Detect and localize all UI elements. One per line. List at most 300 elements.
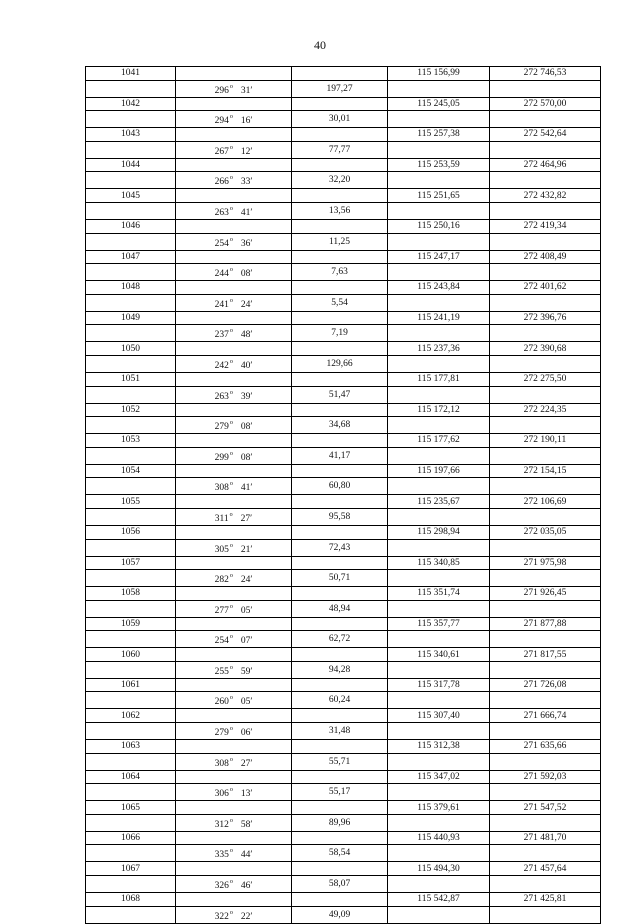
minute-symbol: ′ (250, 360, 253, 371)
bearing-minutes: 22 (240, 911, 251, 922)
empty-distance-cell (292, 464, 388, 478)
bearing-minutes: 24 (240, 575, 251, 586)
minute-symbol: ′ (250, 207, 253, 218)
distance-cell: 32,20 (292, 172, 388, 189)
x-coordinate-cell: 115 197,66 (388, 464, 490, 478)
empty-y-cell (490, 172, 601, 189)
distance-cell: 11,25 (292, 233, 388, 250)
empty-angle-cell (176, 128, 292, 142)
y-coordinate-cell: 271 457,64 (490, 862, 601, 876)
bearing-degrees: 312 (214, 819, 229, 830)
degree-symbol: o (229, 420, 233, 427)
empty-distance-cell (292, 342, 388, 356)
bearing-cell (176, 692, 292, 709)
x-coordinate-cell: 115 237,36 (388, 342, 490, 356)
empty-angle-cell (176, 556, 292, 570)
bearing-minutes: 27 (240, 758, 251, 769)
x-coordinate-cell: 115 347,02 (388, 770, 490, 784)
minute-symbol: ′ (250, 666, 253, 677)
bearing-degrees: 266 (214, 177, 229, 188)
x-coordinate-cell: 115 379,61 (388, 801, 490, 815)
distance-cell: 5,54 (292, 294, 388, 311)
empty-x-cell (388, 723, 490, 740)
bearing-cell (176, 478, 292, 495)
segment-row (86, 417, 601, 434)
point-row (86, 158, 601, 172)
bearing-cell (176, 141, 292, 158)
point-number-cell: 1052 (86, 403, 176, 417)
bearing-minutes: 41 (240, 483, 251, 494)
y-coordinate-cell: 272 390,68 (490, 342, 601, 356)
empty-point-cell (86, 539, 176, 556)
empty-y-cell (490, 355, 601, 372)
y-coordinate-cell: 271 481,70 (490, 831, 601, 845)
bearing-degrees: 267 (214, 146, 229, 157)
empty-distance-cell (292, 250, 388, 264)
empty-angle-cell (176, 372, 292, 386)
segment-row (86, 202, 601, 219)
minute-symbol: ′ (250, 177, 253, 188)
point-number-cell: 1045 (86, 189, 176, 203)
distance-cell: 31,48 (292, 723, 388, 740)
x-coordinate-cell: 115 298,94 (388, 525, 490, 539)
bearing-degrees: 254 (214, 238, 229, 249)
empty-x-cell (388, 508, 490, 525)
bearing-minutes: 48 (240, 330, 251, 341)
empty-angle-cell (176, 97, 292, 111)
degree-symbol: o (229, 144, 233, 151)
segment-row (86, 508, 601, 525)
bearing-minutes: 36 (240, 238, 251, 249)
distance-cell: 62,72 (292, 631, 388, 648)
bearing-cell (176, 570, 292, 587)
y-coordinate-cell: 272 419,34 (490, 219, 601, 233)
empty-distance-cell (292, 801, 388, 815)
segment-row (86, 386, 601, 403)
empty-x-cell (388, 111, 490, 128)
point-number-cell: 1061 (86, 678, 176, 692)
point-row (86, 403, 601, 417)
bearing-degrees: 260 (214, 697, 229, 708)
segment-row (86, 141, 601, 158)
distance-cell: 51,47 (292, 386, 388, 403)
point-row (86, 678, 601, 692)
degree-symbol: o (229, 481, 233, 488)
empty-distance-cell (292, 617, 388, 631)
point-number-cell: 1049 (86, 311, 176, 325)
empty-angle-cell (176, 158, 292, 172)
empty-x-cell (388, 417, 490, 434)
bearing-minutes: 41 (240, 207, 251, 218)
empty-distance-cell (292, 372, 388, 386)
point-row (86, 281, 601, 295)
y-coordinate-cell: 272 542,64 (490, 128, 601, 142)
x-coordinate-cell: 115 542,87 (388, 893, 490, 907)
degree-symbol: o (229, 726, 233, 733)
bearing-degrees: 241 (214, 299, 229, 310)
y-coordinate-cell: 271 547,52 (490, 801, 601, 815)
minute-symbol: ′ (250, 422, 253, 433)
bearing-cell (176, 661, 292, 678)
minute-symbol: ′ (250, 452, 253, 463)
empty-y-cell (490, 876, 601, 893)
segment-row (86, 325, 601, 342)
empty-distance-cell (292, 158, 388, 172)
empty-point-cell (86, 172, 176, 189)
bearing-degrees: 299 (214, 452, 229, 463)
empty-y-cell (490, 508, 601, 525)
y-coordinate-cell: 272 275,50 (490, 372, 601, 386)
x-coordinate-cell: 115 257,38 (388, 128, 490, 142)
degree-symbol: o (229, 695, 233, 702)
y-coordinate-cell: 271 726,08 (490, 678, 601, 692)
bearing-degrees: 279 (214, 422, 229, 433)
bearing-cell (176, 325, 292, 342)
empty-distance-cell (292, 587, 388, 601)
empty-distance-cell (292, 862, 388, 876)
distance-cell: 7,19 (292, 325, 388, 342)
segment-row (86, 111, 601, 128)
point-row (86, 709, 601, 723)
empty-y-cell (490, 202, 601, 219)
point-row (86, 434, 601, 448)
x-coordinate-cell: 115 312,38 (388, 740, 490, 754)
empty-point-cell (86, 661, 176, 678)
bearing-degrees: 282 (214, 575, 229, 586)
empty-y-cell (490, 417, 601, 434)
coordinates-table (85, 66, 601, 924)
x-coordinate-cell: 115 250,16 (388, 219, 490, 233)
point-number-cell: 1058 (86, 587, 176, 601)
minute-symbol: ′ (250, 605, 253, 616)
empty-angle-cell (176, 678, 292, 692)
bearing-degrees: 326 (214, 881, 229, 892)
point-number-cell: 1066 (86, 831, 176, 845)
point-number-cell: 1067 (86, 862, 176, 876)
distance-cell: 55,71 (292, 753, 388, 770)
empty-point-cell (86, 294, 176, 311)
bearing-minutes: 08 (240, 269, 251, 280)
empty-y-cell (490, 447, 601, 464)
empty-y-cell (490, 661, 601, 678)
empty-x-cell (388, 784, 490, 801)
empty-x-cell (388, 753, 490, 770)
x-coordinate-cell: 115 317,78 (388, 678, 490, 692)
degree-symbol: o (229, 267, 233, 274)
point-number-cell: 1057 (86, 556, 176, 570)
empty-point-cell (86, 478, 176, 495)
point-number-cell: 1043 (86, 128, 176, 142)
empty-point-cell (86, 355, 176, 372)
bearing-degrees: 308 (214, 483, 229, 494)
y-coordinate-cell: 272 570,00 (490, 97, 601, 111)
degree-symbol: o (229, 664, 233, 671)
bearing-cell (176, 111, 292, 128)
bearing-degrees: 311 (214, 513, 229, 524)
y-coordinate-cell: 272 746,53 (490, 67, 601, 81)
empty-angle-cell (176, 617, 292, 631)
y-coordinate-cell: 272 035,05 (490, 525, 601, 539)
empty-x-cell (388, 692, 490, 709)
empty-y-cell (490, 906, 601, 923)
degree-symbol: o (229, 511, 233, 518)
minute-symbol: ′ (250, 850, 253, 861)
bearing-cell (176, 600, 292, 617)
empty-x-cell (388, 600, 490, 617)
empty-distance-cell (292, 648, 388, 662)
empty-y-cell (490, 814, 601, 831)
y-coordinate-cell: 271 635,66 (490, 740, 601, 754)
empty-distance-cell (292, 495, 388, 509)
empty-angle-cell (176, 862, 292, 876)
empty-point-cell (86, 417, 176, 434)
x-coordinate-cell: 115 247,17 (388, 250, 490, 264)
minute-symbol: ′ (250, 85, 253, 96)
empty-point-cell (86, 386, 176, 403)
empty-point-cell (86, 876, 176, 893)
minute-symbol: ′ (250, 330, 253, 341)
distance-cell: 60,24 (292, 692, 388, 709)
empty-point-cell (86, 233, 176, 250)
empty-y-cell (490, 784, 601, 801)
degree-symbol: o (229, 297, 233, 304)
minute-symbol: ′ (250, 238, 253, 249)
distance-cell: 95,58 (292, 508, 388, 525)
y-coordinate-cell: 272 154,15 (490, 464, 601, 478)
y-coordinate-cell: 272 464,96 (490, 158, 601, 172)
point-row (86, 556, 601, 570)
x-coordinate-cell: 115 172,12 (388, 403, 490, 417)
empty-x-cell (388, 141, 490, 158)
minute-symbol: ′ (250, 544, 253, 555)
coordinates-table-body (86, 67, 601, 924)
bearing-minutes: 13 (240, 789, 251, 800)
bearing-cell (176, 447, 292, 464)
y-coordinate-cell: 271 592,03 (490, 770, 601, 784)
empty-x-cell (388, 264, 490, 281)
minute-symbol: ′ (250, 299, 253, 310)
empty-y-cell (490, 294, 601, 311)
bearing-cell (176, 172, 292, 189)
empty-point-cell (86, 631, 176, 648)
x-coordinate-cell: 115 177,62 (388, 434, 490, 448)
empty-y-cell (490, 80, 601, 97)
empty-y-cell (490, 631, 601, 648)
degree-symbol: o (229, 634, 233, 641)
empty-angle-cell (176, 770, 292, 784)
page-number: 40 (314, 38, 326, 52)
bearing-degrees: 279 (214, 728, 229, 739)
minute-symbol: ′ (250, 391, 253, 402)
segment-row (86, 814, 601, 831)
y-coordinate-cell: 271 926,45 (490, 587, 601, 601)
bearing-minutes: 08 (240, 452, 251, 463)
point-row (86, 97, 601, 111)
bearing-minutes: 31 (240, 85, 251, 96)
empty-y-cell (490, 233, 601, 250)
x-coordinate-cell: 115 494,30 (388, 862, 490, 876)
bearing-degrees: 306 (214, 789, 229, 800)
distance-cell: 41,17 (292, 447, 388, 464)
bearing-degrees: 242 (214, 360, 229, 371)
bearing-minutes: 58 (240, 819, 251, 830)
y-coordinate-cell: 272 190,11 (490, 434, 601, 448)
bearing-degrees: 277 (214, 605, 229, 616)
degree-symbol: o (229, 328, 233, 335)
degree-symbol: o (229, 817, 233, 824)
degree-symbol: o (229, 573, 233, 580)
empty-point-cell (86, 814, 176, 831)
point-row (86, 495, 601, 509)
bearing-degrees: 244 (214, 269, 229, 280)
bearing-degrees: 254 (214, 636, 229, 647)
distance-cell: 13,56 (292, 202, 388, 219)
empty-distance-cell (292, 189, 388, 203)
segment-row (86, 80, 601, 97)
empty-point-cell (86, 325, 176, 342)
x-coordinate-cell: 115 357,77 (388, 617, 490, 631)
bearing-minutes: 12 (240, 146, 251, 157)
empty-distance-cell (292, 831, 388, 845)
empty-distance-cell (292, 128, 388, 142)
x-coordinate-cell: 115 440,93 (388, 831, 490, 845)
point-row (86, 831, 601, 845)
bearing-cell (176, 417, 292, 434)
empty-x-cell (388, 355, 490, 372)
empty-distance-cell (292, 740, 388, 754)
point-row (86, 862, 601, 876)
segment-row (86, 294, 601, 311)
empty-x-cell (388, 447, 490, 464)
x-coordinate-cell: 115 177,81 (388, 372, 490, 386)
segment-row (86, 631, 601, 648)
empty-distance-cell (292, 556, 388, 570)
degree-symbol: o (229, 389, 233, 396)
point-number-cell: 1047 (86, 250, 176, 264)
point-number-cell: 1064 (86, 770, 176, 784)
degree-symbol: o (229, 603, 233, 610)
point-row (86, 740, 601, 754)
point-row (86, 587, 601, 601)
empty-angle-cell (176, 403, 292, 417)
empty-distance-cell (292, 311, 388, 325)
empty-x-cell (388, 233, 490, 250)
bearing-degrees: 308 (214, 758, 229, 769)
empty-distance-cell (292, 403, 388, 417)
bearing-minutes: 33 (240, 177, 251, 188)
x-coordinate-cell: 115 241,19 (388, 311, 490, 325)
empty-angle-cell (176, 740, 292, 754)
distance-cell: 58,07 (292, 876, 388, 893)
point-row (86, 525, 601, 539)
empty-y-cell (490, 478, 601, 495)
empty-point-cell (86, 141, 176, 158)
distance-cell: 60,80 (292, 478, 388, 495)
bearing-cell (176, 80, 292, 97)
bearing-minutes: 06 (240, 728, 251, 739)
empty-x-cell (388, 172, 490, 189)
point-number-cell: 1042 (86, 97, 176, 111)
bearing-cell (176, 386, 292, 403)
x-coordinate-cell: 115 235,67 (388, 495, 490, 509)
x-coordinate-cell: 115 340,61 (388, 648, 490, 662)
bearing-minutes: 44 (240, 850, 251, 861)
point-number-cell: 1068 (86, 893, 176, 907)
point-number-cell: 1062 (86, 709, 176, 723)
segment-row (86, 570, 601, 587)
degree-symbol: o (229, 358, 233, 365)
empty-x-cell (388, 631, 490, 648)
segment-row (86, 692, 601, 709)
minute-symbol: ′ (250, 697, 253, 708)
empty-angle-cell (176, 801, 292, 815)
bearing-minutes: 39 (240, 391, 251, 402)
empty-point-cell (86, 845, 176, 862)
bearing-degrees: 296 (214, 85, 229, 96)
point-number-cell: 1063 (86, 740, 176, 754)
empty-angle-cell (176, 434, 292, 448)
minute-symbol: ′ (250, 728, 253, 739)
minute-symbol: ′ (250, 513, 253, 524)
point-row (86, 189, 601, 203)
bearing-minutes: 07 (240, 636, 251, 647)
empty-angle-cell (176, 525, 292, 539)
bearing-minutes: 27 (240, 513, 251, 524)
empty-point-cell (86, 570, 176, 587)
distance-cell: 50,71 (292, 570, 388, 587)
degree-symbol: o (229, 236, 233, 243)
y-coordinate-cell: 271 877,88 (490, 617, 601, 631)
point-number-cell: 1060 (86, 648, 176, 662)
x-coordinate-cell: 115 245,05 (388, 97, 490, 111)
empty-y-cell (490, 845, 601, 862)
distance-cell: 30,01 (292, 111, 388, 128)
segment-row (86, 876, 601, 893)
empty-x-cell (388, 386, 490, 403)
bearing-cell (176, 264, 292, 281)
point-row (86, 311, 601, 325)
x-coordinate-cell: 115 351,74 (388, 587, 490, 601)
bearing-cell (176, 784, 292, 801)
segment-row (86, 753, 601, 770)
empty-x-cell (388, 294, 490, 311)
degree-symbol: o (229, 879, 233, 886)
distance-cell: 7,63 (292, 264, 388, 281)
y-coordinate-cell: 272 432,82 (490, 189, 601, 203)
degree-symbol: o (229, 542, 233, 549)
minute-symbol: ′ (250, 116, 253, 127)
empty-point-cell (86, 906, 176, 923)
empty-y-cell (490, 539, 601, 556)
minute-symbol: ′ (250, 758, 253, 769)
minute-symbol: ′ (250, 483, 253, 494)
empty-angle-cell (176, 311, 292, 325)
empty-angle-cell (176, 219, 292, 233)
bearing-cell (176, 202, 292, 219)
minute-symbol: ′ (250, 911, 253, 922)
empty-distance-cell (292, 893, 388, 907)
empty-x-cell (388, 845, 490, 862)
bearing-cell (176, 723, 292, 740)
degree-symbol: o (229, 909, 233, 916)
point-row (86, 617, 601, 631)
empty-point-cell (86, 753, 176, 770)
empty-point-cell (86, 723, 176, 740)
empty-distance-cell (292, 67, 388, 81)
bearing-degrees: 263 (214, 391, 229, 402)
degree-symbol: o (229, 205, 233, 212)
bearing-degrees: 294 (214, 116, 229, 127)
